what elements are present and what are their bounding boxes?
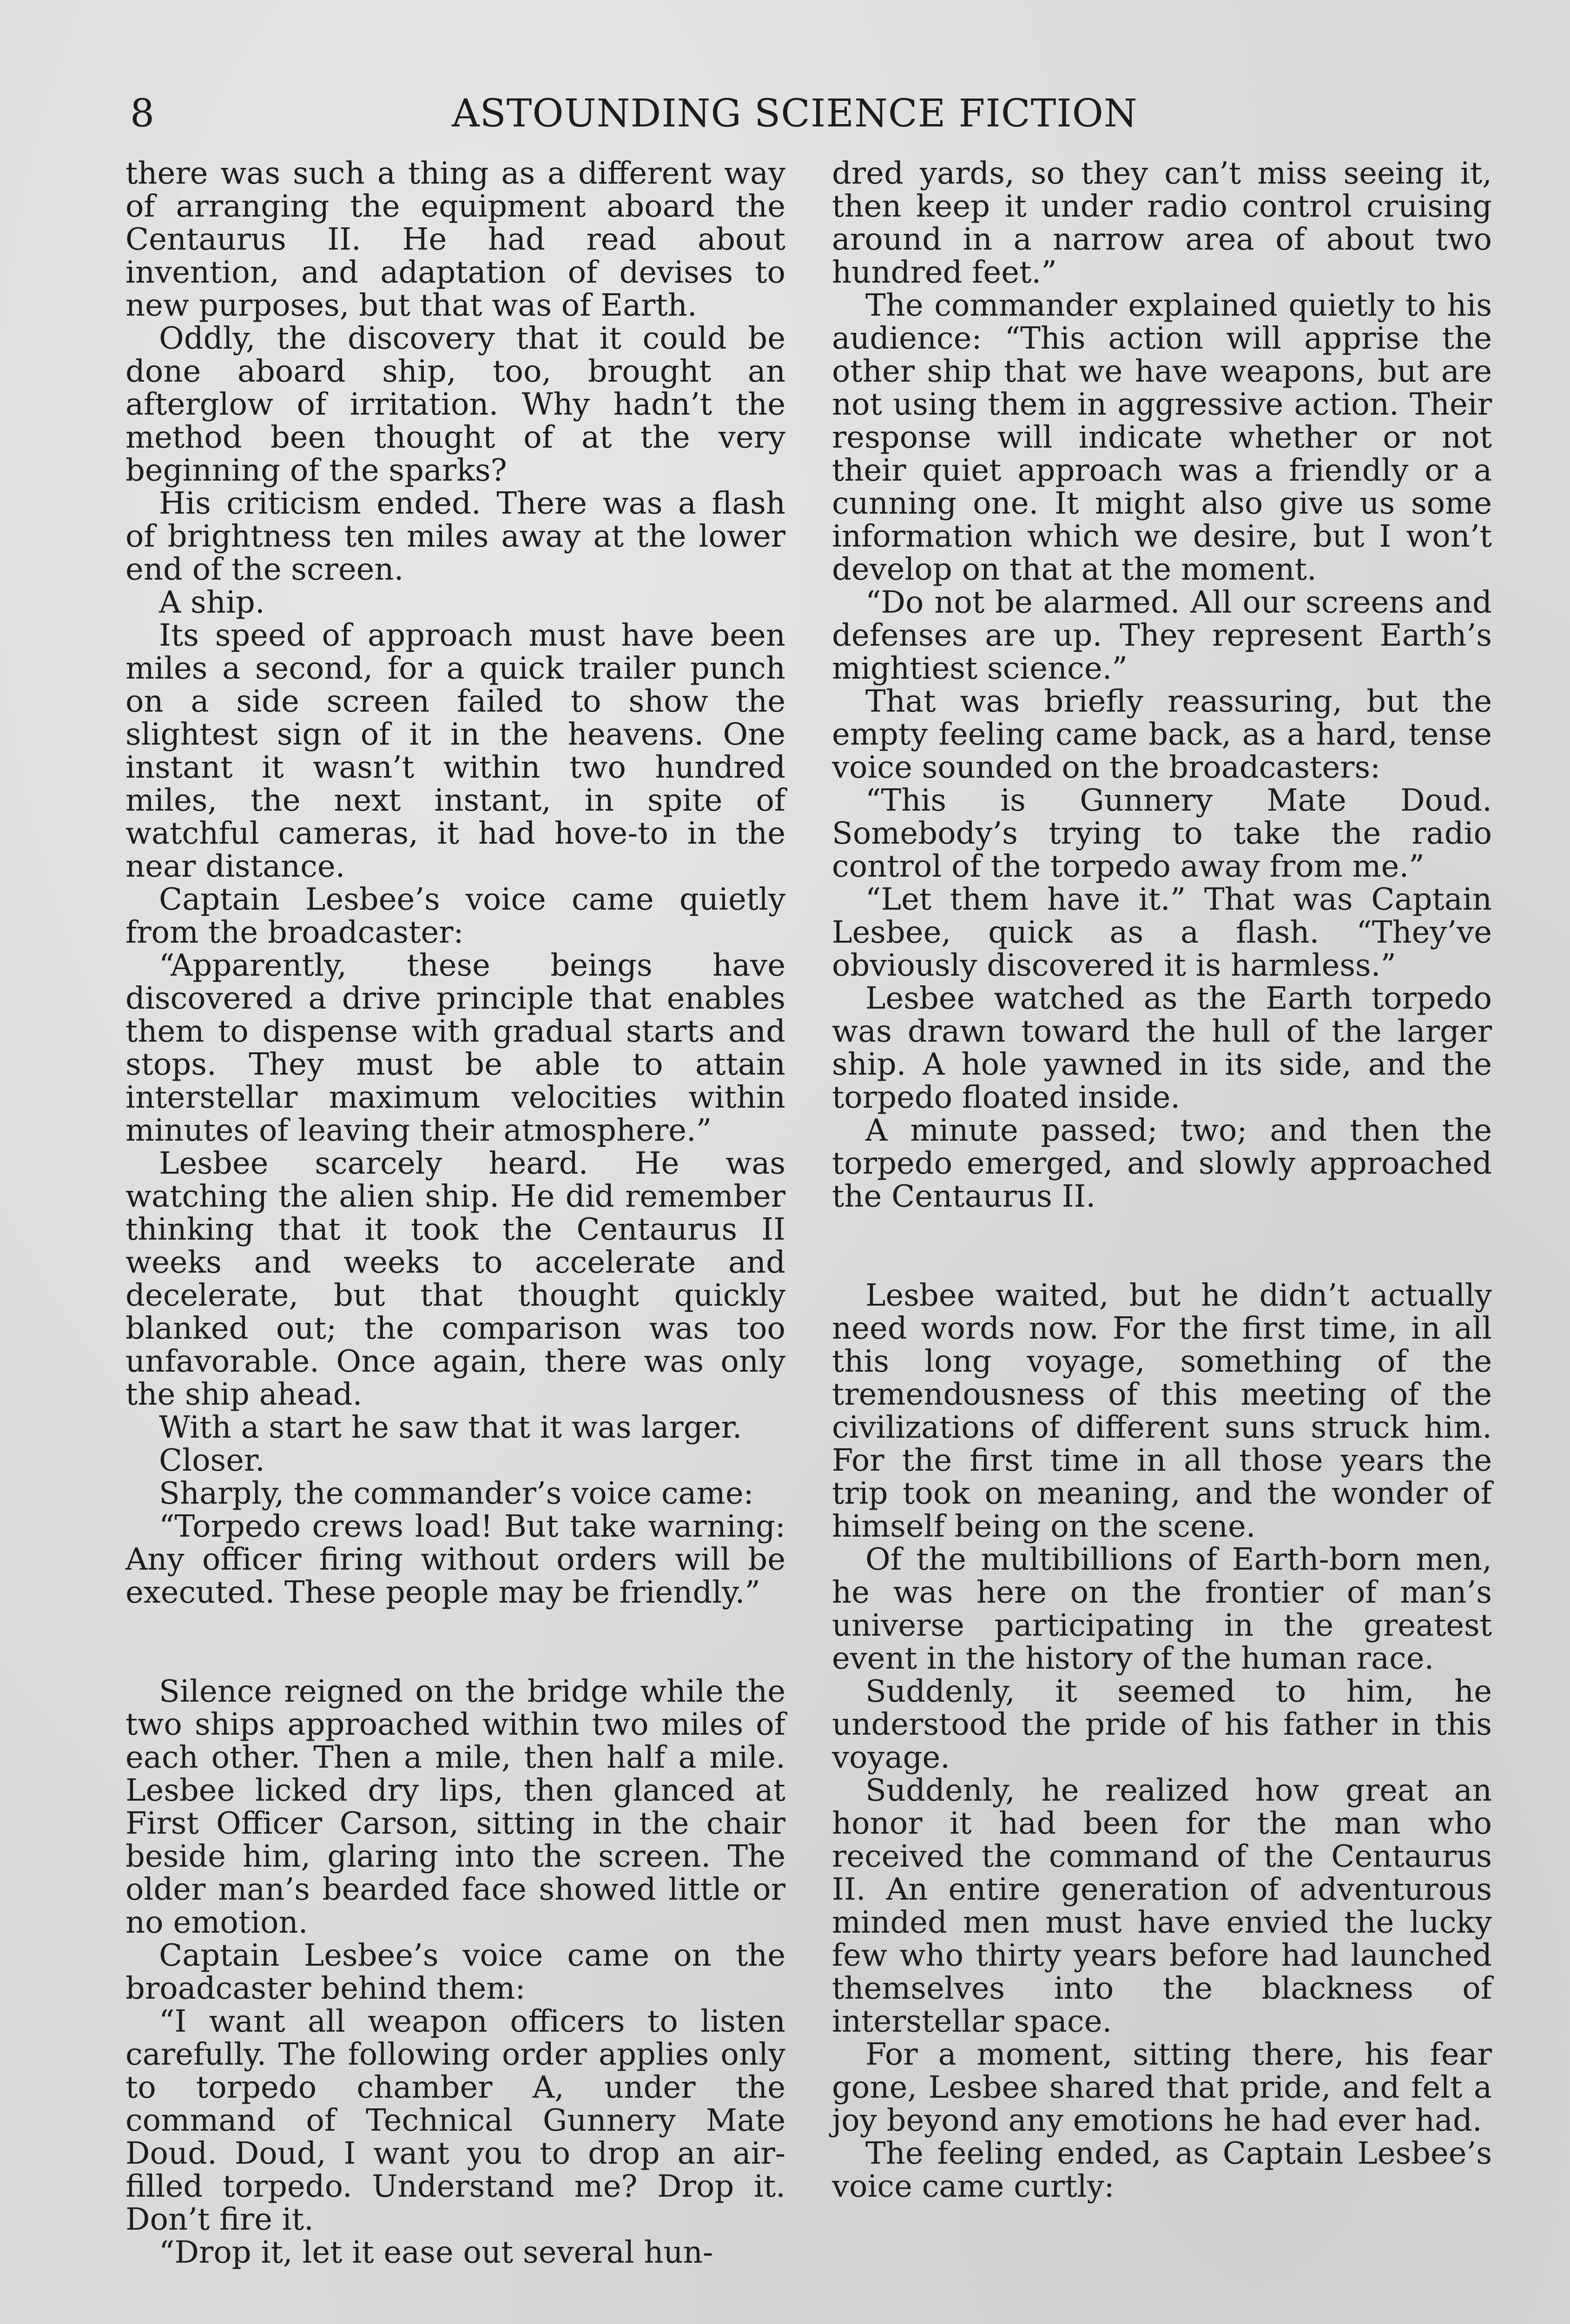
- page-number: 8: [130, 92, 155, 136]
- paragraph: there was such a thing as a different way of arranging the equipment aboard the Centaurus II. He had read about invention, and adaptation of devises to new purposes, but that was of Earth.: [125, 156, 785, 323]
- paragraph: Oddly, the discovery that it could be done aboard ship, too, brought an afterglow of irritation. Why hadn’t the method been thought of at the very beginning of the sparks?: [125, 321, 785, 488]
- paragraph: Silence reigned on the bridge while the two ships approached within two miles of each other. Then a mile, then half a mile. Lesbee licked dry lips, then glanced at First Officer Carson, sitting in the chair beside him, glaring into the screen. The older man’s bearded face showed little or no emotion.: [125, 1674, 785, 1940]
- paragraph: “This is Gunnery Mate Doud. Somebody’s trying to take the radio control of the torpedo away from me.”: [832, 783, 1492, 884]
- paragraph: dred yards, so they can’t miss seeing it, then keep it under radio control cruising around in a narrow area of about two hundred feet.”: [832, 156, 1492, 290]
- section-break: [832, 1213, 1492, 1279]
- paragraph: Captain Lesbee’s voice came on the broadcaster behind them:: [125, 1938, 785, 2006]
- paragraph: With a start he saw that it was larger.: [159, 1410, 742, 1445]
- paragraph: A minute passed; two; and then the torpedo emerged, and slowly approached the Centaurus II.: [832, 1113, 1492, 1214]
- paragraph: Lesbee watched as the Earth torpedo was drawn toward the hull of the larger ship. A hole yawned in its side, and the torpedo floated inside.: [832, 981, 1492, 1115]
- paragraph: The feeling ended, as Captain Lesbee’s voice came curtly:: [832, 2136, 1492, 2204]
- paragraph: For a moment, sitting there, his fear gone, Lesbee shared that pride, and felt a joy beyond any emotions he had ever had.: [832, 2037, 1492, 2138]
- paragraph: That was briefly reassuring, but the empty feeling came back, as a hard, tense voice sounded on the broadcasters:: [832, 684, 1492, 785]
- paragraph: Lesbee waited, but he didn’t actually need words now. For the first time, in all this long voyage, something of the tremendousness of this meeting of the civilizations of different suns struck him. For the first time in all those years the trip took on meaning, and the wonder of himself being on the scene.: [832, 1278, 1492, 1544]
- paragraph: Captain Lesbee’s voice came quietly from the broadcaster:: [125, 882, 785, 950]
- paragraph: Closer.: [159, 1443, 265, 1478]
- paragraph: Lesbee scarcely heard. He was watching the alien ship. He did remember thinking that it took the Centaurus II weeks and weeks to accelerate and decelerate, but that thought quickly blanked out; the comparison was too unfavorable. Once again, there was only the ship ahead.: [125, 1146, 785, 1412]
- paragraph: His criticism ended. There was a flash of brightness ten miles away at the lower end of the screen.: [125, 486, 785, 587]
- paragraph: Of the multibillions of Earth-born men, he was here on the frontier of man’s universe participating in the greatest event in the history of the human race.: [832, 1542, 1492, 1676]
- left-column: [125, 157, 785, 2269]
- paragraph: Sharply, the commander’s voice came:: [159, 1476, 754, 1511]
- page-header: [130, 88, 1459, 144]
- paragraph: “I want all weapon officers to listen carefully. The following order applies only to torpedo chamber A, under the command of Technical Gunnery Mate Doud. Doud, I want you to drop an air-filled torpedo. Understand me? Drop it. Don’t fire it.: [125, 2004, 785, 2237]
- right-column: [832, 157, 1492, 2203]
- paragraph: “Drop it, let it ease out several hun-: [159, 2235, 713, 2270]
- section-break: [125, 1609, 785, 1675]
- paragraph: “Let them have it.” That was Captain Lesbee, quick as a flash. “They’ve obviously discovered it is harmless.”: [832, 882, 1492, 983]
- paragraph: “Torpedo crews load! But take warning: Any officer firing without orders will be executed. These people may be friendly.”: [125, 1509, 785, 1610]
- paragraph: “Apparently, these beings have discovered a drive principle that enables them to dispense with gradual starts and stops. They must be able to attain interstellar maximum velocities within minutes of leaving their atmosphere.”: [125, 948, 785, 1148]
- paragraph: Its speed of approach must have been miles a second, for a quick trailer punch on a side screen failed to show the slightest sign of it in the heavens. One instant it wasn’t within two hundred miles, the next instant, in spite of watchful cameras, it had hove-to in the near distance.: [125, 618, 785, 884]
- paragraph: “Do not be alarmed. All our screens and defenses are up. They represent Earth’s mightiest science.”: [832, 585, 1492, 686]
- paragraph: The commander explained quietly to his audience: “This action will apprise the other ship that we have weapons, but are not using them in aggressive action. Their response will indicate whether or not their quiet approach was a friendly or a cunning one. It might also give us some information which we desire, but I won’t develop on that at the moment.: [832, 288, 1492, 587]
- paragraph: Suddenly, he realized how great an honor it had been for the man who received the command of the Centaurus II. An entire generation of adventurous minded men must have envied the lucky few who thirty years before had launched themselves into the blackness of interstellar space.: [832, 1773, 1492, 2039]
- running-title: ASTOUNDING SCIENCE FICTION: [452, 92, 1138, 136]
- paragraph: Suddenly, it seemed to him, he understood the pride of his father in this voyage.: [832, 1674, 1492, 1775]
- paragraph: A ship.: [159, 585, 265, 620]
